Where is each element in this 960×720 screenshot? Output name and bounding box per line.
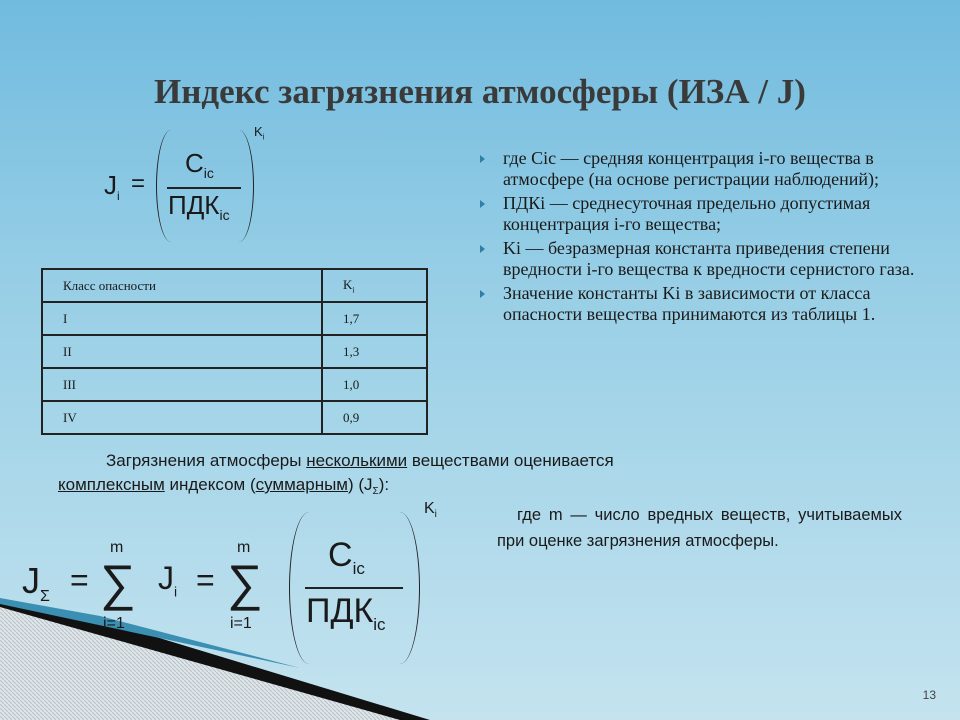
- list-item: Значение константы Ki в зависимости от класса опасности вещества принимаются из таблицы 1.: [478, 283, 952, 325]
- text: ) (J: [348, 475, 373, 494]
- equals-sign: =: [131, 170, 146, 197]
- list-item: Ki — безразмерная константа приведения степени вредности i-го вещества к вредности сернистого газа.: [478, 238, 952, 280]
- formula-symbol: J: [104, 170, 117, 200]
- hazard-class-table: [41, 268, 428, 435]
- table-cell: II: [42, 335, 322, 368]
- sum-symbol: ∑: [227, 555, 263, 611]
- sum-lower: i=1: [230, 615, 252, 632]
- table-cell: I: [42, 302, 322, 335]
- right-paren: [224, 130, 254, 242]
- note-m: где m — число вредных веществ, учитываемых при оценке загрязнения атмосферы.: [497, 506, 902, 550]
- sum-symbol: ∑: [100, 555, 136, 611]
- table-row: [42, 302, 427, 335]
- formula-symbol: J: [158, 560, 174, 596]
- summary-paragraph: [58, 449, 778, 497]
- table-cell: 0,9: [322, 401, 427, 434]
- denominator: ПДК: [168, 190, 220, 220]
- text: индексом (: [164, 475, 256, 494]
- formula-subscript: ic: [219, 207, 230, 224]
- table-row: [42, 335, 427, 368]
- left-paren: [156, 130, 186, 242]
- header-text: K: [343, 276, 353, 292]
- formula-subscript: ic: [352, 558, 365, 578]
- formula-subscript: i: [174, 583, 178, 600]
- text: веществами оценивается: [407, 451, 614, 470]
- table-cell: 1,7: [322, 302, 427, 335]
- underlined-text: несколькими: [306, 451, 408, 470]
- table-header-row: [42, 269, 427, 302]
- header-subscript: i: [352, 285, 355, 295]
- table-row: [42, 368, 427, 401]
- table-cell: IV: [42, 401, 322, 434]
- fraction-line: [305, 587, 403, 589]
- exponent: K: [254, 124, 263, 139]
- list-item: ПДКi — среднесуточная предельно допустимая концентрация i-го вещества;: [478, 193, 952, 235]
- table-header: [322, 269, 427, 302]
- formula-symbol: J: [22, 560, 40, 601]
- table-cell: 1,3: [322, 335, 427, 368]
- text: Загрязнения атмосферы: [106, 451, 307, 470]
- sum-upper: m: [237, 539, 251, 556]
- slide-title: Индекс загрязнения атмосферы (ИЗА / J): [154, 72, 806, 111]
- sum-upper: m: [110, 539, 124, 556]
- formula-subscript: ic: [373, 614, 386, 634]
- table-cell: 1,0: [322, 368, 427, 401]
- underlined-text: суммарным: [255, 475, 348, 494]
- definitions-list: [478, 148, 952, 328]
- formula-subscript: i: [117, 189, 120, 204]
- sum-lower: i=1: [103, 615, 125, 632]
- exponent: K: [424, 500, 435, 517]
- subscript: Σ: [372, 486, 379, 497]
- numerator: C: [328, 536, 353, 574]
- numerator: C: [185, 148, 204, 178]
- fraction-line: [167, 187, 241, 189]
- underlined-text: комплексным: [58, 475, 165, 494]
- formula-subscript: ic: [203, 165, 214, 182]
- page-number: 13: [922, 688, 936, 702]
- denominator: ПДК: [306, 592, 374, 630]
- equals-sign: =: [70, 562, 89, 598]
- equals-sign: =: [196, 562, 215, 598]
- formula-subscript: Σ: [40, 588, 50, 606]
- formula-subscript: i: [262, 132, 265, 142]
- text: ):: [378, 475, 390, 494]
- table-row: [42, 401, 427, 434]
- table-header: Класс опасности: [42, 269, 322, 302]
- table-cell: III: [42, 368, 322, 401]
- list-item: где Cic — средняя концентрация i-го вещества в атмосфере (на основе регистрации наблюдений);: [478, 148, 952, 190]
- formula-subscript: i: [434, 509, 437, 521]
